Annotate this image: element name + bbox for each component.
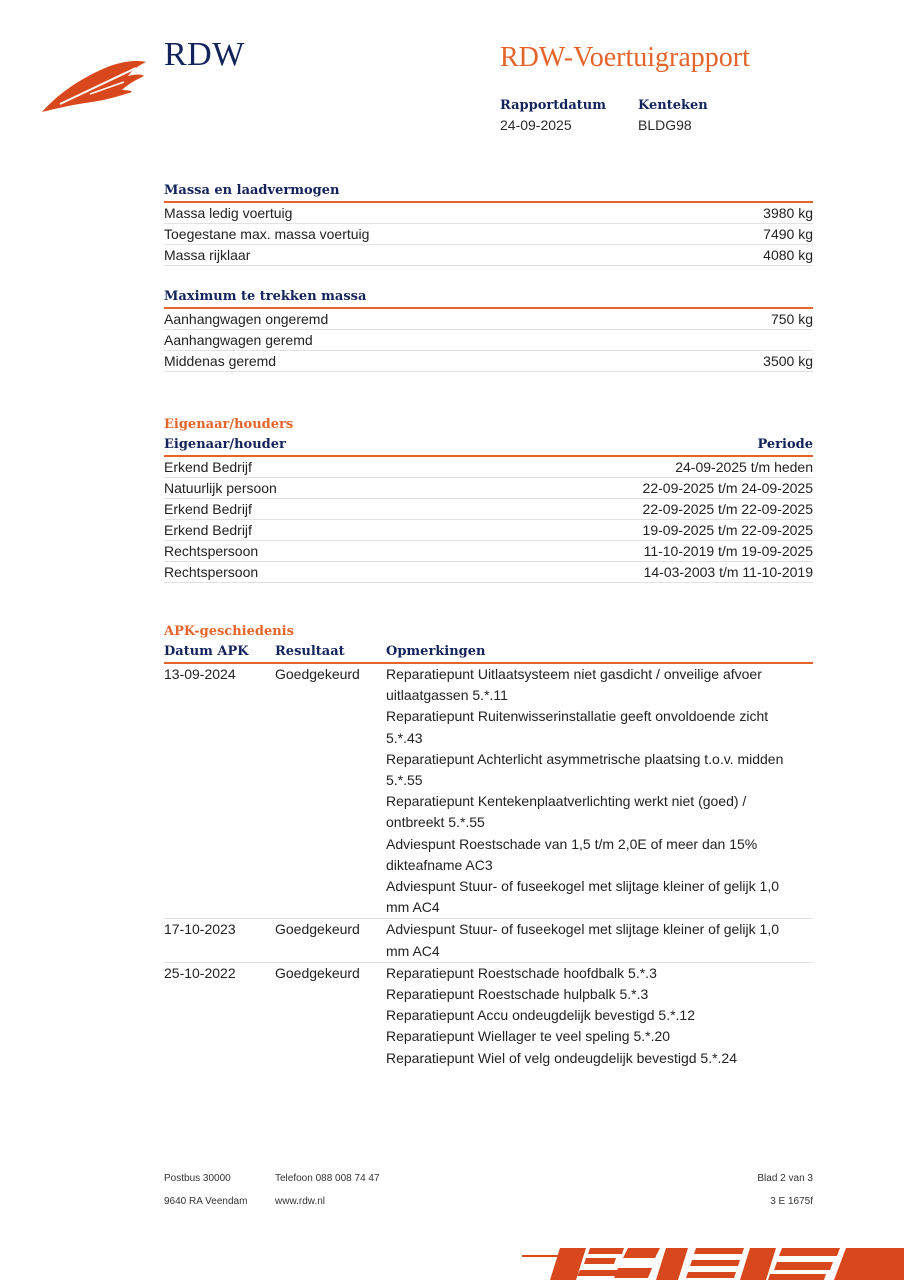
meta-value: 24-09-2025 bbox=[500, 117, 572, 133]
remark-line: Reparatiepunt Wiel of velg ondeugdelijk bevestigd 5.*.24 bbox=[386, 1049, 738, 1066]
remark-line: ontbreekt 5.*.55 bbox=[386, 814, 485, 831]
row-value: 3980 kg bbox=[763, 205, 813, 221]
decorative-stripes-icon bbox=[520, 1242, 904, 1280]
footer-address: 9640 RA Veendam bbox=[164, 1196, 248, 1207]
remark-line: Adviespunt Roestschade van 1,5 t/m 2,0E of meer dan 15% bbox=[386, 835, 758, 852]
rdw-logo-icon bbox=[40, 56, 150, 116]
footer-page-number: Blad 2 van 3 bbox=[757, 1173, 813, 1184]
table-row bbox=[164, 919, 813, 962]
apk-date: 13-09-2024 bbox=[164, 666, 236, 682]
section-mass bbox=[164, 181, 813, 266]
table-row bbox=[164, 541, 813, 562]
column-header: Periode bbox=[757, 437, 813, 452]
report-title: RDW-Voertuigrapport bbox=[500, 42, 750, 73]
column-header: Eigenaar/houder bbox=[164, 437, 286, 452]
section-title: Massa en laadvermogen bbox=[164, 181, 813, 203]
section-title: APK-geschiedenis bbox=[164, 624, 294, 639]
remark-line: Reparatiepunt Uitlaatsysteem niet gasdicht / onveilige afvoer bbox=[386, 666, 762, 682]
apk-date: 17-10-2023 bbox=[164, 921, 236, 938]
row-label: Aanhangwagen geremd bbox=[164, 332, 313, 348]
apk-result: Goedgekeurd bbox=[275, 666, 360, 682]
apk-date: 25-10-2022 bbox=[164, 964, 236, 981]
row-label: Natuurlijk persoon bbox=[164, 480, 277, 496]
row-value: 22-09-2025 t/m 24-09-2025 bbox=[642, 480, 813, 496]
table-row bbox=[164, 309, 813, 330]
apk-remarks bbox=[386, 919, 813, 961]
row-label: Massa ledig voertuig bbox=[164, 205, 293, 221]
apk-result: Goedgekeurd bbox=[275, 964, 360, 981]
section-owners bbox=[164, 414, 813, 583]
remark-line: Reparatiepunt Kentekenplaatverlichting werkt niet (goed) / bbox=[386, 793, 747, 810]
row-label: Aanhangwagen ongeremd bbox=[164, 311, 329, 327]
row-value: 3500 kg bbox=[763, 353, 813, 369]
remark-line: Reparatiepunt Roestschade hoofdbalk 5.*.3 bbox=[386, 964, 657, 981]
remark-line: Reparatiepunt Accu ondeugdelijk bevestigd 5.*.12 bbox=[386, 1007, 695, 1024]
remark-line: Reparatiepunt Ruitenwisserinstallatie geeft onvoldoende zicht bbox=[386, 708, 769, 725]
remark-line: Adviespunt Stuur- of fuseekogel met slijtage kleiner of gelijk 1,0 bbox=[386, 878, 779, 895]
row-label: Massa rijklaar bbox=[164, 247, 251, 263]
section-towing bbox=[164, 287, 813, 372]
remark-line: 5.*.55 bbox=[386, 772, 423, 789]
meta-value: BLDG98 bbox=[638, 117, 692, 133]
table-header bbox=[164, 642, 813, 664]
brand-name: RDW bbox=[164, 36, 245, 73]
apk-result: Goedgekeurd bbox=[275, 921, 360, 938]
table-row bbox=[164, 499, 813, 520]
row-value: 14-03-2003 t/m 11-10-2019 bbox=[643, 564, 813, 580]
column-header: Datum APK bbox=[164, 644, 249, 659]
footer-phone: Telefoon 088 008 74 47 bbox=[275, 1173, 380, 1184]
row-value: 7490 kg bbox=[763, 226, 813, 242]
meta-label: Kenteken bbox=[638, 98, 708, 113]
row-label: Erkend Bedrijf bbox=[164, 522, 252, 538]
table-row bbox=[164, 351, 813, 372]
meta-label: Rapportdatum bbox=[500, 98, 606, 113]
footer-code: 3 E 1675f bbox=[770, 1196, 813, 1207]
section-title: Maximum te trekken massa bbox=[164, 287, 813, 309]
remark-line: Reparatiepunt Roestschade hulpbalk 5.*.3 bbox=[386, 986, 649, 1003]
row-label: Middenas geremd bbox=[164, 353, 277, 369]
row-value: 750 kg bbox=[770, 311, 813, 327]
remark-line: mm AC4 bbox=[386, 942, 440, 959]
row-value: 4080 kg bbox=[763, 247, 813, 263]
remark-line: Reparatiepunt Achterlicht asymmetrische plaatsing t.o.v. midden bbox=[386, 750, 784, 767]
meta-license-plate bbox=[638, 98, 708, 133]
remark-line: dikteafname AC3 bbox=[386, 856, 493, 873]
table-row bbox=[164, 520, 813, 541]
apk-remarks bbox=[386, 664, 813, 918]
row-label: Erkend Bedrijf bbox=[164, 501, 252, 517]
footer-website: www.rdw.nl bbox=[275, 1196, 326, 1207]
table-row bbox=[164, 664, 813, 919]
remark-line: mm AC4 bbox=[386, 899, 440, 916]
table-row bbox=[164, 562, 813, 583]
table-row bbox=[164, 457, 813, 478]
row-value: 19-09-2025 t/m 22-09-2025 bbox=[642, 522, 813, 538]
column-header: Opmerkingen bbox=[386, 644, 486, 659]
row-value: 24-09-2025 t/m heden bbox=[675, 459, 813, 475]
apk-remarks bbox=[386, 963, 813, 1069]
remark-line: Reparatiepunt Wiellager te veel speling 5.*.20 bbox=[386, 1028, 671, 1045]
table-row bbox=[164, 963, 813, 1069]
row-label: Rechtspersoon bbox=[164, 543, 259, 559]
row-value: 22-09-2025 t/m 22-09-2025 bbox=[642, 501, 813, 517]
row-label: Erkend Bedrijf bbox=[164, 459, 252, 475]
remark-line: uitlaatgassen 5.*.11 bbox=[386, 687, 508, 704]
row-value: 11-10-2019 t/m 19-09-2025 bbox=[643, 543, 813, 559]
row-label: Rechtspersoon bbox=[164, 564, 259, 580]
table-row bbox=[164, 224, 813, 245]
meta-report-date bbox=[500, 98, 606, 133]
table-row bbox=[164, 203, 813, 224]
table-header bbox=[164, 435, 813, 457]
remark-line: Adviespunt Stuur- of fuseekogel met slijtage kleiner of gelijk 1,0 bbox=[386, 921, 779, 938]
section-title: Eigenaar/houders bbox=[164, 417, 294, 432]
footer-postbus: Postbus 30000 bbox=[164, 1173, 231, 1184]
section-apk-history bbox=[164, 621, 813, 1069]
remark-line: 5.*.43 bbox=[386, 729, 423, 746]
table-row bbox=[164, 245, 813, 266]
table-row bbox=[164, 478, 813, 499]
column-header: Resultaat bbox=[275, 644, 345, 659]
row-label: Toegestane max. massa voertuig bbox=[164, 226, 370, 242]
table-row bbox=[164, 330, 813, 351]
